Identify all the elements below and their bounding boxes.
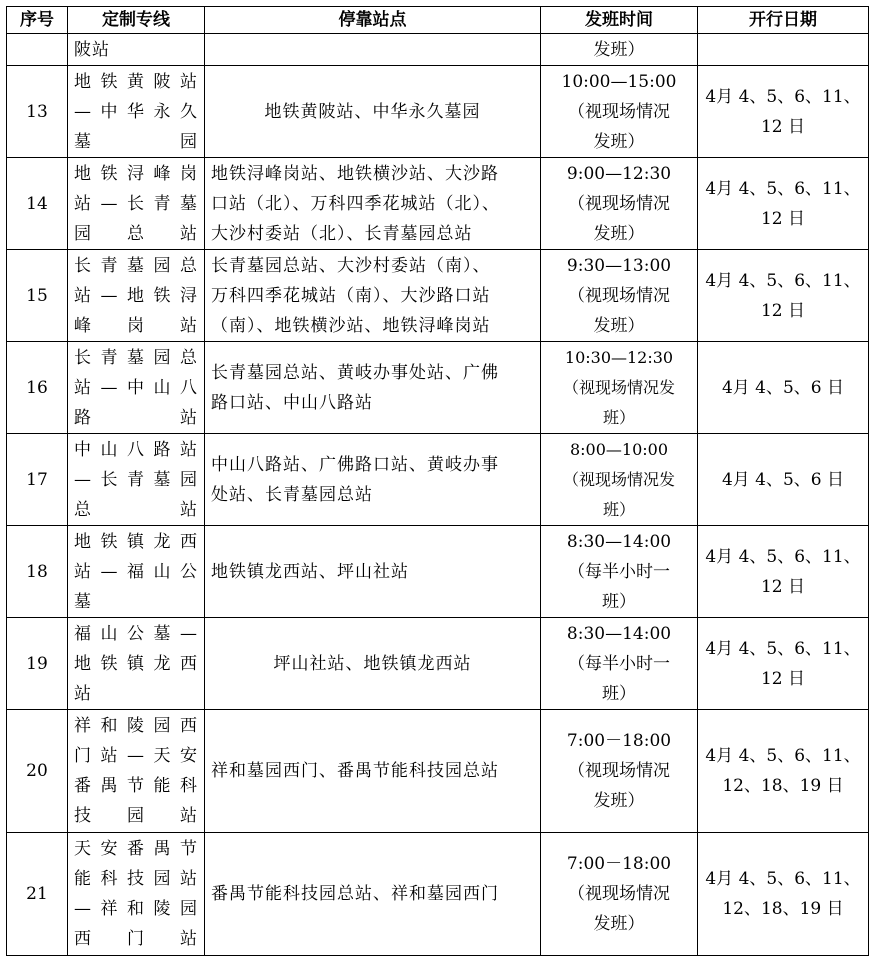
operating-dates: [698, 342, 869, 434]
stops-line: 地铁镇龙西站、坪山社站: [211, 561, 409, 582]
stops-list: [205, 250, 541, 342]
table-row: [7, 250, 869, 342]
date-line: 12、18、19 日: [722, 899, 844, 919]
time-line: （视现场情况: [568, 285, 670, 306]
continued-stops: [205, 34, 541, 66]
route-line: 站: [74, 683, 92, 704]
route-line: —祥和陵园: [74, 899, 198, 919]
continued-route: [68, 34, 205, 66]
table-row: [7, 526, 869, 618]
time-line: 9:30—13:00: [566, 255, 672, 276]
row-number: 19: [7, 618, 68, 710]
operating-dates: [698, 434, 869, 526]
route-line: 站—中山八: [74, 377, 198, 398]
operating-dates: [698, 66, 869, 158]
stops-list: [205, 526, 541, 618]
stops-line: 番禺节能科技园总站、祥和墓园西门: [211, 884, 499, 904]
header-stops: 停靠站点: [205, 7, 541, 34]
table-row: [7, 833, 869, 956]
date-line: 12 日: [760, 576, 806, 597]
row-number: 18: [7, 526, 68, 618]
time-line: 8:30—14:00: [566, 623, 672, 644]
departure-time: [541, 618, 698, 710]
departure-time: [541, 434, 698, 526]
header-no: 序号: [7, 7, 68, 34]
time-line: （每半小时一: [568, 561, 670, 582]
time-line: 班）: [602, 499, 635, 519]
time-line: （视现场情况: [568, 101, 670, 122]
route-line: 长青墓园总: [74, 255, 198, 276]
table-row: [7, 434, 869, 526]
time-line: 班）: [602, 407, 635, 427]
table-row: [7, 66, 869, 158]
time-line: （每半小时一: [568, 653, 670, 674]
route-line: 园总站: [74, 223, 198, 244]
stops-list: [205, 833, 541, 956]
stops-list: [205, 158, 541, 250]
stops-line: 长青墓园总站、大沙村委站（南）、: [211, 255, 491, 276]
continued-row: [7, 34, 869, 66]
time-line: 10:30—12:30: [564, 347, 674, 367]
route-line: 番禺节能科: [74, 776, 198, 796]
stops-line: 口站（北）、万科四季花城站（北）、: [211, 193, 500, 214]
route-line: 天安番禺节: [74, 839, 198, 859]
date-line: 12 日: [760, 668, 806, 689]
date-line: 4月 4、5、6、11、: [705, 869, 861, 889]
schedule-table: [6, 6, 869, 956]
route-name: [68, 833, 205, 956]
route-line: 地铁浔峰岗: [74, 163, 198, 184]
date-line: 4月 4、5、6 日: [721, 469, 845, 490]
stops-line: 中山八路站、广佛路口站、黄岐办事: [211, 454, 499, 475]
departure-time: [541, 66, 698, 158]
stops-line: 路口站、中山八路站: [211, 392, 373, 413]
route-line: 墓园: [74, 131, 198, 152]
time-line: 发班）: [593, 131, 645, 152]
route-name: [68, 618, 205, 710]
route-line: 祥和陵园西: [74, 716, 198, 736]
route-line: 总站: [74, 499, 198, 520]
date-line: 12、18、19 日: [722, 776, 844, 796]
route-line: 技园站: [74, 806, 198, 826]
stops-list: [205, 434, 541, 526]
stops-list: [205, 618, 541, 710]
row-number: 13: [7, 66, 68, 158]
continued-time: [541, 34, 698, 66]
table-row: [7, 618, 869, 710]
continued-route-text: 陂站: [74, 39, 110, 60]
departure-time: [541, 158, 698, 250]
time-line: 班）: [602, 683, 636, 704]
date-line: 4月 4、5、6、11、: [705, 746, 861, 766]
time-line: 发班）: [593, 223, 645, 244]
time-line: 发班）: [593, 315, 645, 336]
route-name: [68, 710, 205, 833]
row-number: 15: [7, 250, 68, 342]
operating-dates: [698, 250, 869, 342]
stops-list: [205, 342, 541, 434]
time-line: （视现场情况发: [562, 377, 675, 397]
operating-dates: [698, 526, 869, 618]
time-line: 7:00－18:00: [566, 854, 672, 874]
stops-line: 地铁浔峰岗站、地铁横沙站、大沙路: [211, 163, 499, 184]
row-number: 17: [7, 434, 68, 526]
route-name: [68, 342, 205, 434]
operating-dates: [698, 618, 869, 710]
route-line: 站—福山公: [74, 561, 198, 582]
table-row: [7, 158, 869, 250]
route-line: —长青墓园: [74, 469, 198, 490]
stops-line: 长青墓园总站、黄岐办事处站、广佛: [211, 362, 499, 383]
route-line: —中华永久: [74, 101, 198, 122]
date-line: 4月 4、5、6、11、: [705, 638, 861, 659]
date-line: 4月 4、5、6 日: [721, 377, 845, 398]
stops-line: 坪山社站、地铁镇龙西站: [273, 653, 472, 674]
continued-time-text: 发班）: [593, 39, 645, 60]
route-line: 峰岗站: [74, 315, 198, 336]
stops-line: （南）、地铁横沙站、地铁浔峰岗站: [211, 315, 491, 336]
date-line: 4月 4、5、6、11、: [705, 546, 861, 567]
time-line: （视现场情况: [568, 884, 670, 904]
route-line: 能科技园站: [74, 869, 198, 889]
route-name: [68, 250, 205, 342]
route-line: 中山八路站: [74, 439, 198, 460]
time-line: 8:00—10:00: [569, 439, 669, 459]
route-line: 地铁镇龙西: [74, 653, 198, 674]
time-line: 发班）: [593, 914, 645, 934]
route-line: 路站: [74, 407, 198, 428]
stops-list: [205, 710, 541, 833]
time-line: 9:00—12:30: [566, 163, 672, 184]
route-line: 长青墓园总: [74, 347, 198, 368]
stops-list: [205, 66, 541, 158]
time-line: 10:00—15:00: [561, 71, 677, 92]
route-name: [68, 526, 205, 618]
time-line: 发班）: [593, 791, 645, 811]
route-name: [68, 66, 205, 158]
operating-dates: [698, 158, 869, 250]
stops-line: 万科四季花城站（南）、大沙路口站: [211, 285, 491, 306]
stops-line: 处站、长青墓园总站: [211, 484, 373, 505]
departure-time: [541, 710, 698, 833]
route-name: [68, 158, 205, 250]
route-line: 西门站: [74, 929, 198, 949]
date-line: 12 日: [760, 208, 806, 229]
row-number: 20: [7, 710, 68, 833]
departure-time: [541, 342, 698, 434]
route-name: [68, 434, 205, 526]
date-line: 4月 4、5、6、11、: [705, 270, 861, 291]
stops-line: 祥和墓园西门、番禺节能科技园总站: [211, 761, 499, 781]
operating-dates: [698, 833, 869, 956]
time-line: 班）: [602, 591, 636, 612]
time-line: （视现场情况: [568, 761, 670, 781]
table-row: [7, 710, 869, 833]
time-line: （视现场情况发: [562, 469, 675, 489]
header-row: [7, 7, 869, 34]
route-line: 墓: [74, 591, 92, 612]
date-line: 4月 4、5、6、11、: [705, 178, 861, 199]
time-line: 8:30—14:00: [566, 531, 672, 552]
route-line: 门站—天安: [74, 746, 198, 766]
continued-dates: [698, 34, 869, 66]
departure-time: [541, 250, 698, 342]
time-line: （视现场情况: [568, 193, 670, 214]
operating-dates: [698, 710, 869, 833]
date-line: 4月 4、5、6、11、: [705, 86, 861, 107]
departure-time: [541, 526, 698, 618]
route-line: 地铁镇龙西: [74, 531, 198, 552]
header-dates: 开行日期: [698, 7, 869, 34]
stops-line: 大沙村委站（北）、长青墓园总站: [211, 223, 473, 244]
route-line: 站—长青墓: [74, 193, 198, 214]
table-row: [7, 342, 869, 434]
departure-time: [541, 833, 698, 956]
stops-line: 地铁黄陂站、中华永久墓园: [264, 101, 481, 122]
route-line: 福山公墓—: [74, 623, 198, 644]
row-number: 16: [7, 342, 68, 434]
date-line: 12 日: [760, 116, 806, 137]
route-line: 站—地铁浔: [74, 285, 198, 306]
row-number: 14: [7, 158, 68, 250]
row-number: 21: [7, 833, 68, 956]
date-line: 12 日: [760, 300, 806, 321]
route-line: 地铁黄陂站: [74, 71, 198, 92]
continued-no: [7, 34, 68, 66]
time-line: 7:00－18:00: [566, 731, 672, 751]
header-route: 定制专线: [68, 7, 205, 34]
header-time: 发班时间: [541, 7, 698, 34]
